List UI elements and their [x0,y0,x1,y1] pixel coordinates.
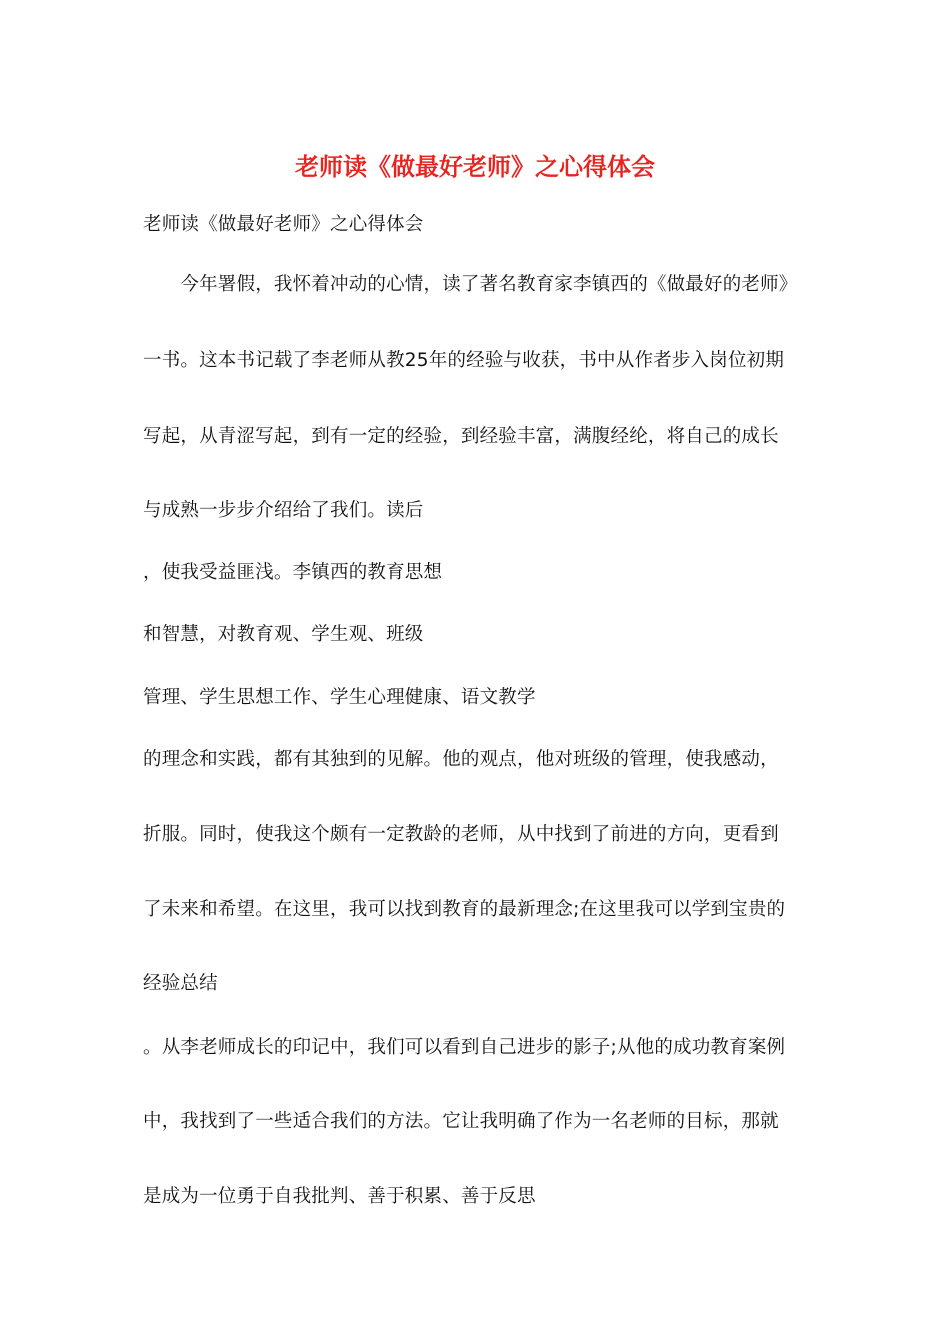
body-line: 管理、学生思想工作、学生心理健康、语文教学 [143,687,536,708]
body-line: 了未来和希望。在这里，我可以找到教育的最新理念;在这里我可以学到宝贵的 [143,899,786,920]
body-line: 中，我找到了一些适合我们的方法。它让我明确了作为一名老师的目标，那就 [143,1111,779,1132]
body-line: 一书。这本书记载了李老师从教25年的经验与收获，书中从作者步入岗位初期 [143,350,785,371]
body-line: 折服。同时，使我这个颇有一定教龄的老师，从中找到了前进的方向，更看到 [143,824,779,845]
body-line: ，使我受益匪浅。李镇西的教育思想 [143,562,443,583]
body-line: 今年署假，我怀着冲动的心情，读了著名教育家李镇西的《做最好的老师》 [143,274,798,295]
subtitle-line: 老师读《做最好老师》之心得体会 [143,214,424,235]
body-line: 。从李老师成长的印记中，我们可以看到自己进步的影子;从他的成功教育案例 [143,1037,786,1058]
body-line: 的理念和实践，都有其独到的见解。他的观点，他对班级的管理，使我感动， [143,749,779,770]
body-line: 与成熟一步步介绍给了我们。读后 [143,500,424,521]
body-line: 和智慧，对教育观、学生观、班级 [143,624,424,645]
body-line: 是成为一位勇于自我批判、善于积累、善于反思 [143,1186,536,1207]
body-line: 经验总结 [143,973,218,994]
body-line: 写起，从青涩写起，到有一定的经验，到经验丰富，满腹经纶，将自己的成长 [143,426,779,447]
document-title: 老师读《做最好老师》之心得体会 [295,152,655,181]
